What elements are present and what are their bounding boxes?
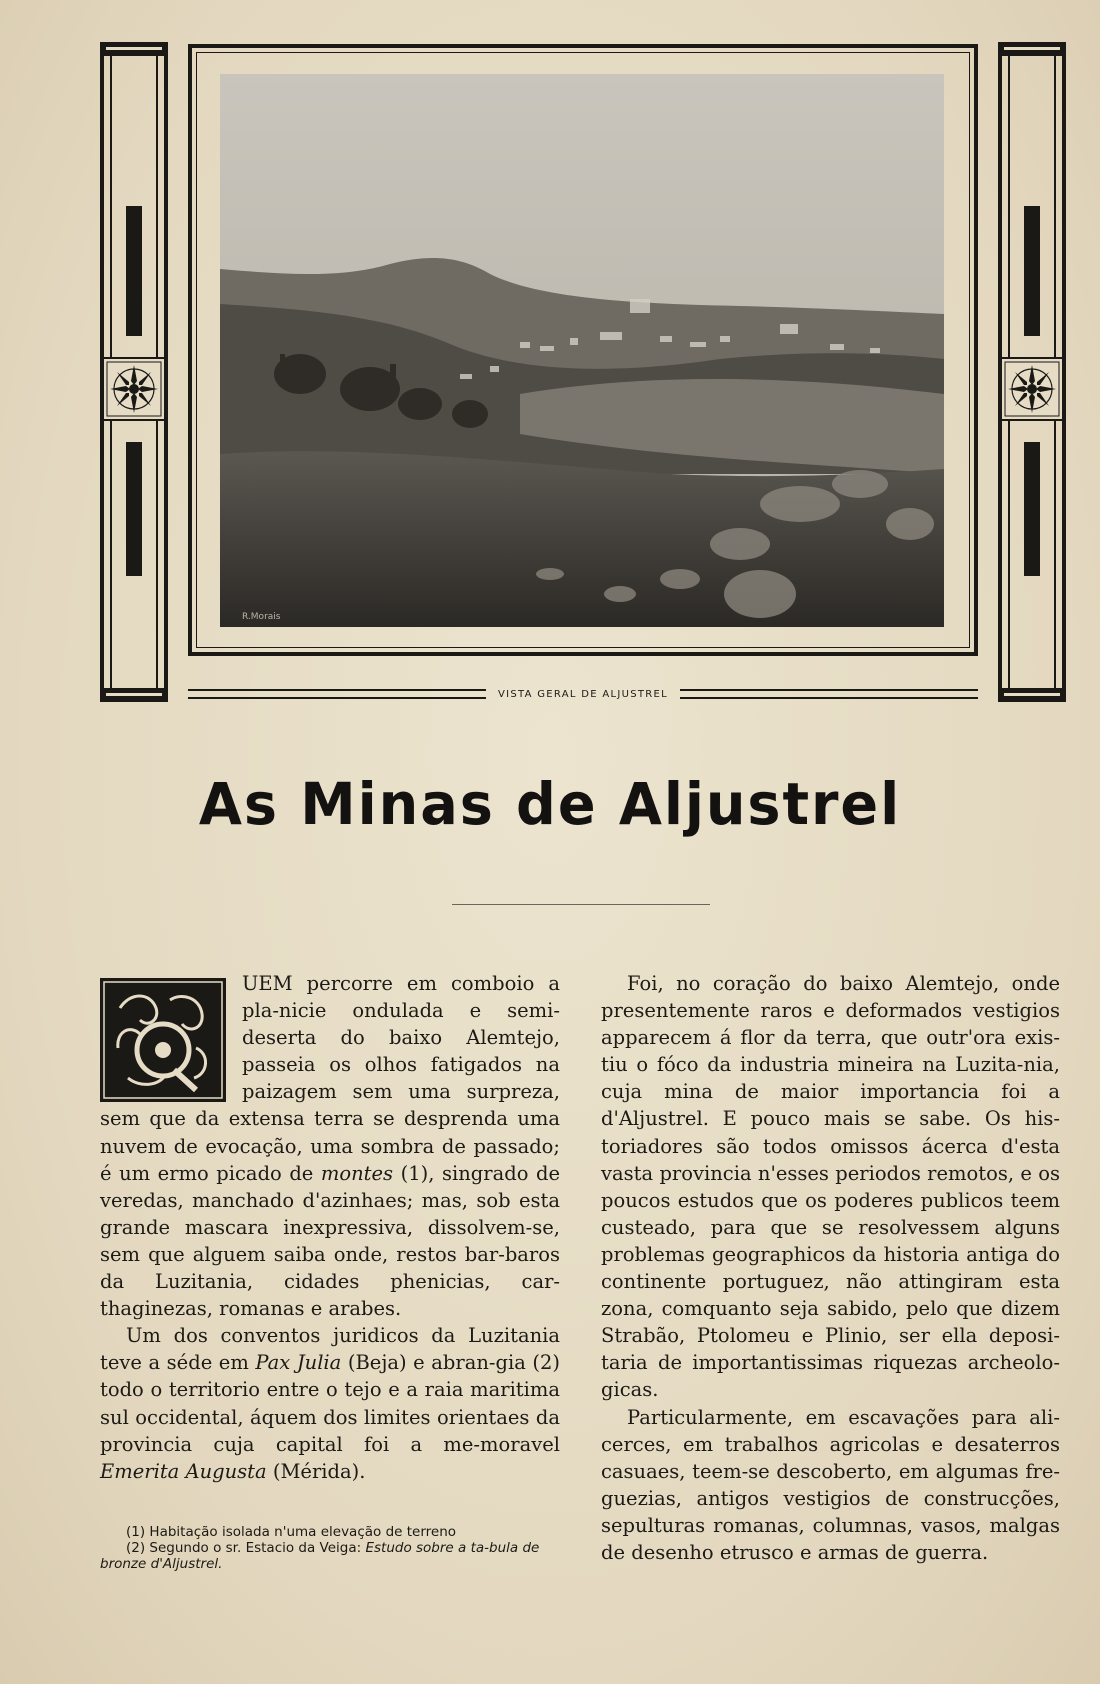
left-text-column xyxy=(100,970,560,1485)
article-title: As Minas de Aljustrel xyxy=(198,770,902,838)
left-p1-italic: montes xyxy=(320,1161,394,1185)
pillar-bar xyxy=(126,206,142,336)
footnote-1: (1) Habitação isolada n'uma elevação de terreno xyxy=(126,1524,457,1540)
photo-caption-row xyxy=(188,683,978,705)
footnote-2-text: (2) Segundo o sr. Estacio da Veiga: xyxy=(126,1540,366,1556)
left-p2-text-c: (Mérida). xyxy=(266,1459,366,1483)
right-paragraph-2: Particularmente, em escavações para ali-cerces, em trabalhos agricolas e desaterros casuaes, teem-se descoberto, em algumas fre-guezias, antigos vestigios de construcções, sepulturas romanas, columnas, vasos, malgas de desenho etrusco e armas de guerra. xyxy=(601,1405,1060,1564)
left-ornamental-pillar xyxy=(100,42,168,702)
footnote-2-italic: Estudo sobre a ta-bula de bronze d'Aljustrel. xyxy=(100,1540,540,1572)
left-p2-text-b: (Beja) e abran-gia (2) todo o territorio entre o tejo e a raia maritima sul occidental, áquem dos limites orientaes da provincia cuja capital foi a me-moravel xyxy=(100,1351,560,1456)
caption-rule xyxy=(188,689,486,699)
right-ornamental-pillar xyxy=(998,42,1066,702)
rosette-ornament-icon xyxy=(100,336,168,442)
pillar-bar xyxy=(1024,442,1040,576)
left-p2-text-a: Um dos conventos juridicos da Luzitania teve a séde em xyxy=(100,1324,560,1375)
left-p2-italic-2: Emerita Augusta xyxy=(100,1459,267,1483)
left-paragraph-1 xyxy=(100,970,560,1322)
landscape-photo xyxy=(220,74,944,627)
pillar-cap xyxy=(100,688,168,702)
right-paragraph-1: Foi, no coração do baixo Alemtejo, onde presentemente raros e deformados vestigios apparecem á flor da terra, que outr'ora exis-tiu o fóco da industria mineira na Luzita-nia, cuja mina de maior importancia foi a d'Aljustrel. E pouco mais se sabe. Os his-toriadores são todos omissos ácerca d'esta vasta provincia n'esses periodos remotos, e os poucos estudos que os poderes publicos teem custeado, para que se resolvessem alguns problemas geographicos da historia antiga do continente portuguez, não attingiram esta zona, comquanto seja sabido, pelo que dizem Strabão, Ptolomeu e Plinio, ser ella deposi-taria de importantissimas riquezas archeolo-gicas. xyxy=(601,972,1060,1402)
rosette-ornament-icon xyxy=(998,336,1066,442)
left-p1-text-b: (1), singrado de veredas, manchado d'azinhaes; mas, sob esta grande mascara inexpressiva, dissolvem-se, sem que alguem saiba onde, restos bar-baros da Luzitania, cidades phenicias, car-thaginezas, romanas e arabes. xyxy=(100,1161,560,1321)
drop-cap-ornament xyxy=(100,978,226,1102)
lead-word: UEM xyxy=(242,972,293,995)
left-paragraph-2 xyxy=(100,1322,560,1485)
left-p1-text-a: percorre em comboio a pla-nicie ondulada e semi-deserta do baixo Alemtejo, passeia os olhos fatigados na paizagem sem uma surpreza, sem que da extensa terra se desprenda uma nuvem de evocação, uma sombra de passado; é um ermo picado de xyxy=(100,972,560,1185)
right-text-column xyxy=(601,970,1060,1566)
pillar-cap xyxy=(998,688,1066,702)
pillar-cap xyxy=(100,42,168,56)
photo-caption: VISTA GERAL DE ALJUSTREL xyxy=(497,688,669,700)
title-divider xyxy=(452,904,710,905)
footnotes xyxy=(100,1524,560,1572)
left-p2-italic-1: Pax Julia xyxy=(255,1351,342,1375)
photo-signature: R.Morais xyxy=(242,612,281,622)
pillar-bar xyxy=(1024,206,1040,336)
pillar-cap xyxy=(998,42,1066,56)
footnote-2 xyxy=(100,1540,560,1572)
caption-rule xyxy=(680,689,978,699)
pillar-bar xyxy=(126,442,142,576)
